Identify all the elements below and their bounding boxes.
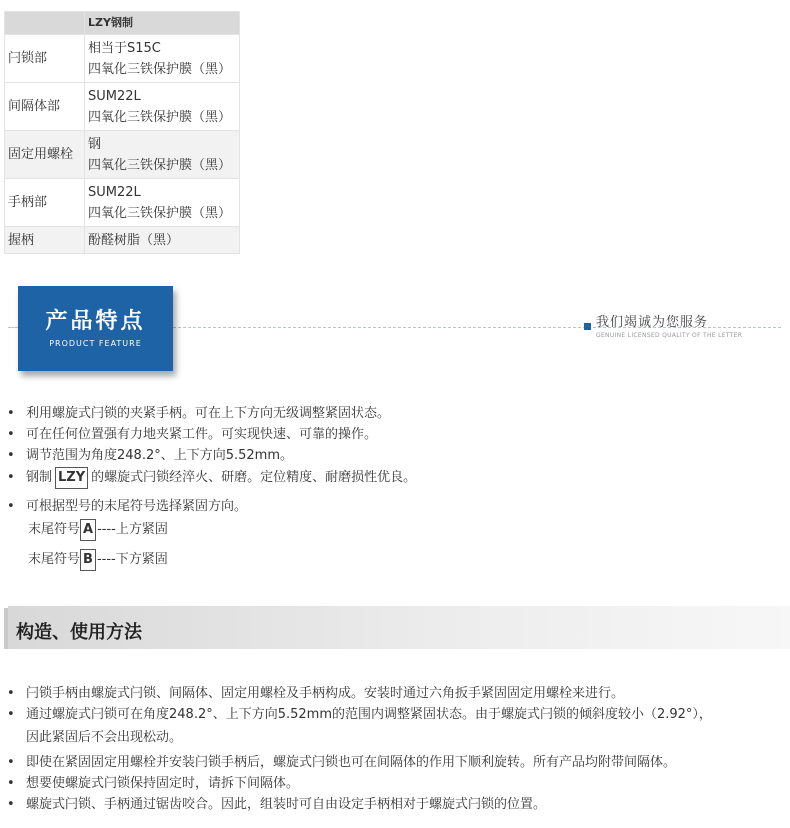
material-line: 四氧化三铁保护膜（黑） xyxy=(88,157,232,173)
material-line: SUM22L xyxy=(88,88,141,104)
feature-text: 利用螺旋式闩锁的夹紧手柄。可在上下方向无级调整紧固状态。 xyxy=(26,406,391,421)
structure-text: 闩锁手柄由螺旋式闩锁、间隔体、固定用螺栓及手柄构成。安装时通过六角扳手紧固固定用螺栓来进行。 xyxy=(26,686,625,701)
table-row xyxy=(5,131,240,179)
service-slogan: 我们竭诚为您服务 xyxy=(596,315,709,330)
list-item: • 闩锁手柄由螺旋式闩锁、间隔体、固定用螺栓及手柄构成。安装时通过六角扳手紧固固定用螺栓来进行。 xyxy=(7,686,625,701)
list-item: • 利用螺旋式闩锁的夹紧手柄。可在上下方向无级调整紧固状态。 xyxy=(7,406,391,421)
structure-text: 通过螺旋式闩锁可在角度248.2°、上下方向5.52mm的范围内调整紧固状态。由于螺旋式闩锁的倾斜度较小（2.92°）， xyxy=(26,707,712,722)
structure-text: 即使在紧固固定用螺栓并安装闩锁手柄后，螺旋式闩锁也可在间隔体的作用下顺利旋转。所有产品均附带间隔体。 xyxy=(26,755,677,770)
list-item: • 通过螺旋式闩锁可在角度248.2°、上下方向5.52mm的范围内调整紧固状态。由于螺旋式闩锁的倾斜度较小（2.92°）， xyxy=(7,707,712,722)
suffix-b-line xyxy=(28,548,168,571)
table-header-material: LZY钢制 xyxy=(85,12,240,35)
suffix-code-box: B xyxy=(80,549,96,571)
table-header-empty xyxy=(5,12,85,35)
suffix-direction: ----上方紧固 xyxy=(97,522,168,537)
part-name: 间隔体部 xyxy=(5,83,85,131)
square-bullet-icon xyxy=(584,323,591,330)
part-name: 握柄 xyxy=(5,227,85,254)
material-cell xyxy=(85,83,240,131)
material-cell xyxy=(85,35,240,83)
structure-text: 因此紧固后不会出现松动。 xyxy=(26,730,183,745)
model-code-box: LZY xyxy=(55,467,88,489)
material-line: 四氧化三铁保护膜（黑） xyxy=(88,61,232,77)
structure-text: 想要使螺旋式闩锁保持固定时，请拆下间隔体。 xyxy=(26,776,300,791)
table-row xyxy=(5,227,240,254)
material-line: 相当于S15C xyxy=(88,40,161,56)
table-row xyxy=(5,179,240,227)
material-table xyxy=(4,11,240,254)
material-line: SUM22L xyxy=(88,184,141,200)
material-cell xyxy=(85,131,240,179)
material-line: 酚醛树脂（黑） xyxy=(88,232,180,248)
material-cell xyxy=(85,179,240,227)
suffix-label: 末尾符号 xyxy=(28,522,81,537)
feature-text: 可根据型号的末尾符号选择紧固方向。 xyxy=(26,499,248,514)
feature-text: 钢制 xyxy=(26,470,53,485)
material-line: 四氧化三铁保护膜（黑） xyxy=(88,109,232,125)
feature-title: 产品特点 xyxy=(45,309,146,334)
structure-text: 螺旋式闩锁、手柄通过锯齿咬合。因此，组装时可自由设定手柄相对于螺旋式闩锁的位置。 xyxy=(26,797,547,812)
list-item: • 可在任何位置强有力地夹紧工件。可实现快速、可靠的操作。 xyxy=(7,427,378,442)
list-item: • 即使在紧固固定用螺栓并安装闩锁手柄后，螺旋式闩锁也可在间隔体的作用下顺利旋转。所有产品均附带间隔体。 xyxy=(7,755,677,770)
product-feature-banner xyxy=(18,286,173,371)
feature-text: 的螺旋式闩锁经淬火、研磨。定位精度、耐磨损性优良。 xyxy=(91,470,417,485)
suffix-direction: ----下方紧固 xyxy=(96,552,168,567)
feature-text: 可在任何位置强有力地夹紧工件。可实现快速、可靠的操作。 xyxy=(26,427,378,442)
list-item: • 调节范围为角度248.2°、上下方向5.52mm。 xyxy=(7,448,293,463)
divider-left xyxy=(8,327,18,328)
table-row xyxy=(5,35,240,83)
section-header-accent xyxy=(4,608,8,649)
suffix-a-line xyxy=(28,518,168,541)
list-item-continuation xyxy=(26,726,182,745)
part-name: 固定用螺栓 xyxy=(5,131,85,179)
material-cell xyxy=(85,227,240,254)
table-row xyxy=(5,83,240,131)
list-item: • 想要使螺旋式闩锁保持固定时，请拆下间隔体。 xyxy=(7,776,300,791)
material-line: 四氧化三铁保护膜（黑） xyxy=(88,205,232,221)
suffix-code-box: A xyxy=(80,519,96,541)
section-title: 构造、使用方法 xyxy=(16,622,142,643)
list-item: • 螺旋式闩锁、手柄通过锯齿咬合。因此，组装时可自由设定手柄相对于螺旋式闩锁的位置。 xyxy=(7,797,547,812)
service-slogan-sub: GENUINE LICENSED QUALITY OF THE LETTER xyxy=(596,332,743,339)
table-header-row xyxy=(5,12,240,35)
list-item: • 可根据型号的末尾符号选择紧固方向。 xyxy=(7,499,248,514)
feature-text: 调节范围为角度248.2°、上下方向5.52mm。 xyxy=(26,448,293,463)
part-name: 手柄部 xyxy=(5,179,85,227)
part-name: 闩锁部 xyxy=(5,35,85,83)
list-item: • 钢制 LZY 的螺旋式闩锁经淬火、研磨。定位精度、耐磨损性优良。 xyxy=(7,466,416,489)
material-line: 钢 xyxy=(88,136,102,152)
suffix-label: 末尾符号 xyxy=(28,552,81,567)
feature-subtitle: PRODUCT FEATURE xyxy=(49,339,142,348)
